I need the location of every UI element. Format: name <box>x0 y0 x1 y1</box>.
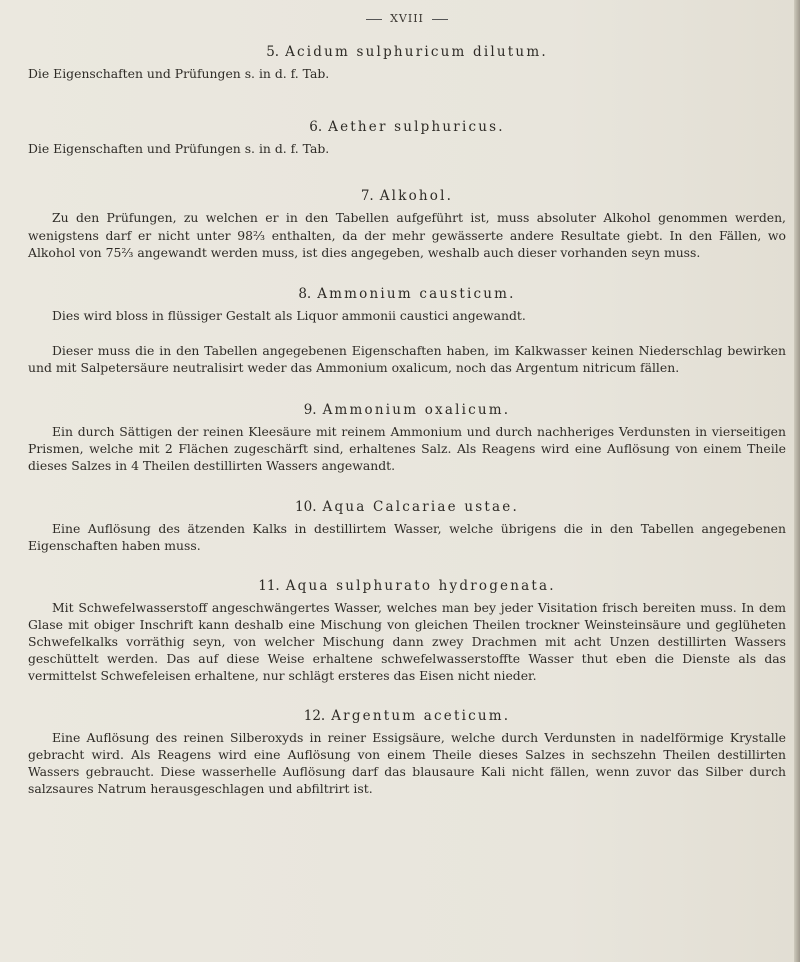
section-heading <box>28 285 786 303</box>
section-number: 7. <box>360 188 374 205</box>
section-heading <box>28 187 786 205</box>
section-number: 12. <box>303 707 326 724</box>
header-dash-right <box>432 19 448 20</box>
section-title: Acidum sulphuricum dilutum. <box>285 44 548 60</box>
section-paragraph: Eine Auflösung des reinen Silberoxyds in reiner Essigsäure, welche durch Verdunsten in nadelförmige Krystalle gebracht wird. Als Reagens wird eine Auflösung von einem Theile dieses Salzes in sechszehn Theilen destillirten Wassers gebraucht. Diese wasserhelle Auflösung darf das blausaure Kali nicht fällen, wenn zuvor das Silber durch salzsaures Natrum herausgeschlagen und abfiltrirt ist. <box>28 729 786 797</box>
section-10 <box>28 498 786 554</box>
section-paragraph: Ein durch Sättigen der reinen Kleesäure mit reinem Ammonium und durch nachheriges Verdunsten in vierseitigen Prismen, welche mit 2 Flächen zugeschärft sind, erhaltenes Salz. Als Reagens wird eine Auflösung von einem Theile dieses Salzes in 4 Theilen destillirten Wassers angewandt. <box>28 423 786 474</box>
section-number: 6. <box>309 119 323 136</box>
section-number: 8. <box>298 286 312 303</box>
section-number: 9. <box>303 401 317 418</box>
section-title: Argentum aceticum. <box>331 707 511 724</box>
section-paragraph: Dies wird bloss in flüssiger Gestalt als Liquor ammonii caustici angewandt. <box>52 308 526 324</box>
section-12 <box>28 707 786 798</box>
section-heading <box>28 707 786 725</box>
section-6 <box>28 118 786 157</box>
section-number: 11. <box>258 577 280 594</box>
section-paragraph: Die Eigenschaften und Prüfungen s. in d. f. Tab. <box>28 66 330 81</box>
section-9 <box>28 401 786 475</box>
section-paragraph: Die Eigenschaften und Prüfungen s. in d. f. Tab. <box>28 141 330 157</box>
section-heading <box>28 43 786 61</box>
section-8 <box>28 285 786 377</box>
page-edge <box>794 0 800 962</box>
section-number: 5. <box>266 44 280 60</box>
section-5 <box>28 43 786 82</box>
section-paragraph: Zu den Prüfungen, zu welchen er in den Tabellen aufgeführt ist, muss absoluter Alkohol genommen werden, wenigstens darf er nicht unter 98⅔ enthalten, da der mehr gewässerte andere Resultate giebt. In den Fällen, wo Alkohol von 75⅔ angewandt werden muss, ist dies angegeben, weshalb auch dieser vorhanden seyn muss. <box>28 210 786 260</box>
section-title: Aether sulphuricus. <box>328 119 505 136</box>
page-number: XVIII <box>390 12 424 25</box>
section-title: Aqua Calcariae ustae. <box>322 499 519 516</box>
section-paragraph: Dieser muss die in den Tabellen angegebenen Eigenschaften haben, im Kalkwasser keinen Niederschlag bewirken und mit Salpetersäure neutralisirt weder das Ammonium oxalicum, noch das Argentum nitricum fällen. <box>28 343 786 376</box>
section-heading <box>28 498 786 516</box>
section-heading <box>28 401 786 419</box>
section-11 <box>28 577 786 685</box>
section-title: Ammonium causticum. <box>317 286 516 303</box>
section-title: Ammonium oxalicum. <box>322 401 511 418</box>
section-heading <box>28 118 786 136</box>
section-paragraph: Eine Auflösung des ätzenden Kalks in destillirtem Wasser, welche übrigens die in den Tabellen angegebenen Eigenschaften haben muss. <box>28 521 786 554</box>
section-heading <box>28 577 786 595</box>
section-paragraph: Mit Schwefelwasserstoff angeschwängertes Wasser, welches man bey jeder Visitation frisch bereiten muss. In dem Glase mit obiger Inschrift kann deshalb eine Mischung von gleichen Theilen trockner Weinsteinsäure und geglüheten Schwefelkalks vorräthig seyn, von welcher Mischung dann zwey Drachmen mit acht Unzen destillirten Wassers geschüttelt werden. Das auf diese Weise erhaltene schwefelwasserstoffte Wasser thut eben die Dienste als das vermittelst Schwefeleisen erhaltene, nur schlägt ersteres das Eisen nicht nieder. <box>28 599 786 684</box>
page-header <box>28 12 786 25</box>
section-title: Alkohol. <box>379 188 454 205</box>
section-number: 10. <box>295 499 317 516</box>
section-7 <box>28 187 786 261</box>
header-dash-left <box>366 19 382 20</box>
section-title: Aqua sulphurato hydrogenata. <box>285 577 556 594</box>
